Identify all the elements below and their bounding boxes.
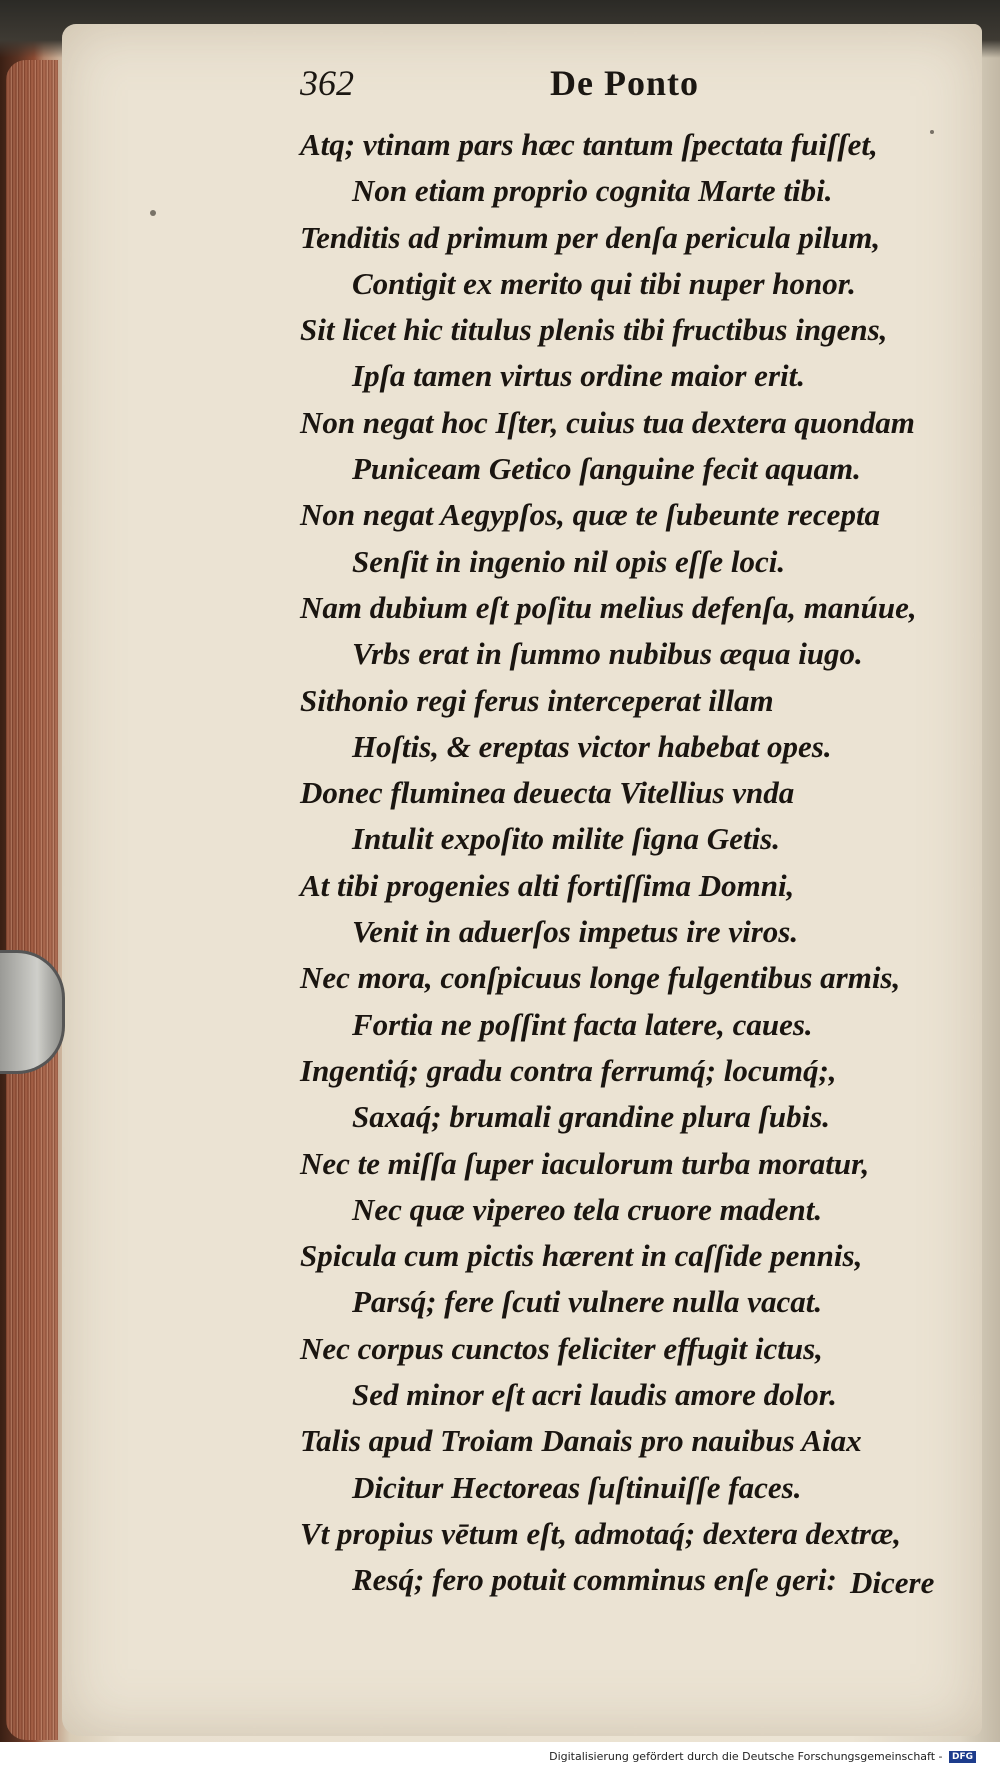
verse-line: At tibi progenies alti fortiſſima Domni, [300,867,795,903]
verse-line: Hoſtis, & ereptas victor habebat opes. [352,728,832,764]
verse-line: Intulit expoſito milite ſigna Getis. [352,821,780,857]
verse-line: Nam dubium eſt poſitu melius defenſa, manúue, [300,589,917,625]
funding-note-text: Digitalisierung gefördert durch die Deutsche Forschungsgemeinschaft - [549,1750,943,1763]
verse-line: Sed minor eſt acri laudis amore dolor. [352,1377,837,1413]
verse-line: Senſit in ingenio nil opis eſſe loci. [352,543,786,579]
verse-line: Vrbs erat in ſummo nubibus æqua iugo. [352,636,863,672]
verse-line: Nec te miſſa ſuper iaculorum turba moratur, [300,1145,870,1181]
verse-line: Non etiam proprio cognita Marte tibi. [352,173,833,209]
verse-line: Dicitur Hectoreas ſuſtinuiſſe faces. [352,1469,802,1505]
verse-line: Talis apud Troiam Danais pro nauibus Aiax [300,1423,862,1459]
verse-line: Nec corpus cunctos feliciter effugit ictus, [300,1330,823,1366]
dfg-logo-icon: DFG [949,1751,976,1763]
page-header [300,58,900,108]
verse-line: Parsq́; fere ſcuti vulnere nulla vacat. [352,1284,823,1320]
verse-line: Tenditis ad primum per denſa pericula pilum, [300,219,881,255]
ink-speck [150,210,156,216]
verse-line: Resq́; fero potuit comminus enſe geri: [352,1562,837,1598]
verse-line: Nec quæ vipereo tela cruore madent. [352,1191,823,1227]
verse-line: Venit in aduerſos impetus ire viros. [352,914,799,950]
verse-block [300,122,960,1604]
verse-line: Non negat Aegypſos, quæ te ſubeunte recepta [300,497,881,533]
verse-line: Fortia ne poſſint facta latere, caues. [352,1006,813,1042]
verse-line: Ingentiq́; gradu contra ferrumq́; locumq́;, [300,1052,837,1088]
verse-line: Donec fluminea deuecta Vitellius vnda [300,775,795,811]
verse-line: Ipſa tamen virtus ordine maior erit. [352,358,805,394]
verse-line: Puniceam Getico ſanguine fecit aquam. [352,451,861,487]
verse-line: Contigit ex merito qui tibi nuper honor. [352,265,856,301]
page-number: 362 [300,63,354,103]
verse-line: Nec mora, conſpicuus longe fulgentibus armis, [300,960,901,996]
verse-line: Atq; vtinam pars hæc tantum ſpectata fuiſſet, [300,127,878,162]
book-fore-edge [6,60,58,1740]
funding-note [549,1750,976,1763]
verse-line: Saxaq́; brumali grandine plura ſubis. [352,1099,831,1135]
catchword: Dicere [850,1565,935,1600]
verse-line: Sithonio regi ferus interceperat illam [300,682,774,718]
verse-line: Non negat hoc Iſter, cuius tua dextera quondam [300,404,915,440]
running-head: De Ponto [550,63,699,103]
verse-line: Spicula cum pictis hærent in caſſide pennis, [300,1238,863,1274]
verse-line: Vt propius vētum eſt, admotaq́; dextera dextræ, [300,1515,902,1551]
verse-line: Sit licet hic titulus plenis tibi fructibus ingens, [300,312,888,348]
